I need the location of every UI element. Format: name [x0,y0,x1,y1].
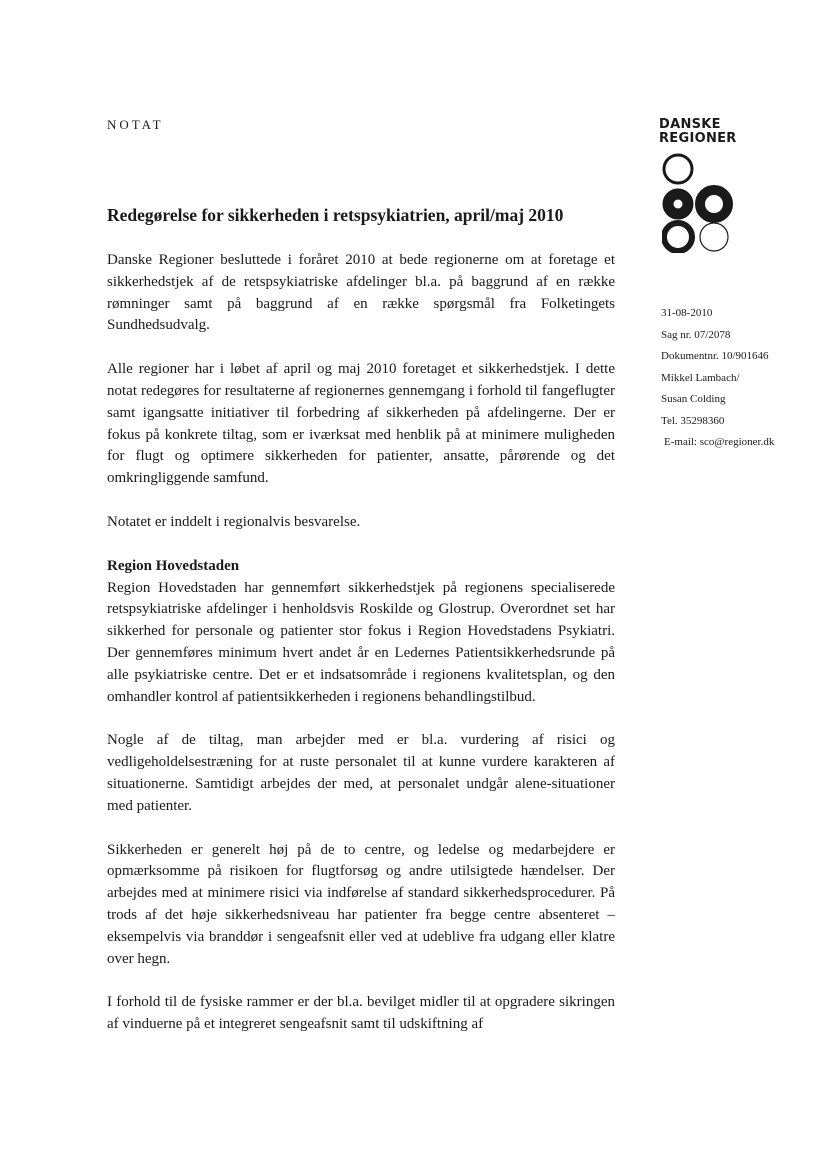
paragraph: Region Hovedstaden har gennemført sikkerhedstjek på regionens specialiserede retspsykiatriske afdelinger i henholdsvis Roskilde og Glostrup. Overordnet set har sikkerhed for personale og patienter stor fokus i Region Hovedstadens Psykiatri. Der gennemføres minimum hvert andet år en Ledernes Patientsikkerhedsrunde på alle psykiatriske centre. Det er et indsatsområde i regionens kvalitetsplan, og den omhandler kontrol af patientsikkerheden i regionens behandlingstilbud. [107,579,615,705]
paragraph: Sikkerheden er generelt høj på de to centre, og ledelse og medarbejdere er opmærksomme på risikoen for flugtforsøg og andre utilsigtede hændelser. Der arbejdes med at minimere risici via indførelse af standard sikkerhedsprocedurer. På trods af det høje sikkerhedsniveau har patienter fra begge centre absenteret – eksempelvis via branddør i sengeafsnit eller ved at udeblive fra udgang eller klatre over hegn. [107,841,615,967]
document-title: Redegørelse for sikkerheden i retspsykiatrien, april/maj 2010 [107,205,564,225]
paragraph: I forhold til de fysiske rammer er der bl.a. bevilget midler til at opgradere sikringen af vinduerne på et integreret sengeafsnit samt til udskiftning af [107,994,615,1033]
meta-document-number: Dokumentnr. 10/901646 [661,350,769,362]
logo-line-2: REGIONER [659,131,737,146]
section-heading: Region Hovedstaden [107,557,240,574]
meta-date: 31-08-2010 [661,307,713,319]
danske-regioner-logo-icon [662,153,734,253]
paragraph: Notatet er inddelt i regionalvis besvarelse. [107,513,361,530]
logo-wordmark [659,118,737,146]
paragraph: Nogle af de tiltag, man arbejder med er bl.a. vurdering af risici og vedligeholdelsestræning for at ruste personalet til at kunne vurdere karakteren af situationerne. Samtidigt arbejdes der med, at personalet undgår alene-situationer med patienter. [107,732,615,814]
meta-author-2: Susan Colding [661,393,726,405]
meta-case-number: Sag nr. 07/2078 [661,328,731,341]
logo-line-1: DANSKE [659,117,721,132]
meta-phone: Tel. 35298360 [661,414,725,427]
document-label: NOTAT [107,117,164,132]
paragraph: Alle regioner har i løbet af april og maj 2010 foretaget et sikkerhedstjek. I dette notat redegøres for resultaterne af regionernes gennemgang i forhold til fangeflugter samt igangsatte initiativer til forbedring af sikkerheden på afdelingerne. Der er fokus på konkrete tiltag, som er iværksat med henblik på at minimere muligheden for flugt og optimere sikkerheden for patienter, ansatte, pårørende og det omkringliggende samfund. [107,361,615,487]
paragraph: Danske Regioner besluttede i foråret 2010 at bede regionerne om at foretage et sikkerhedstjek af de retspsykiatriske afdelinger bl.a. på baggrund af en række rømninger samt på baggrund af en række spørgsmål fra Folketingets Sundhedsudvalg. [107,252,615,334]
meta-author-1: Mikkel Lambach/ [661,371,740,384]
document-metadata [661,303,774,454]
meta-email: E-mail: sco@regioner.dk [664,436,775,448]
document-body [107,250,615,1058]
section-region-hovedstaden [107,556,615,1036]
